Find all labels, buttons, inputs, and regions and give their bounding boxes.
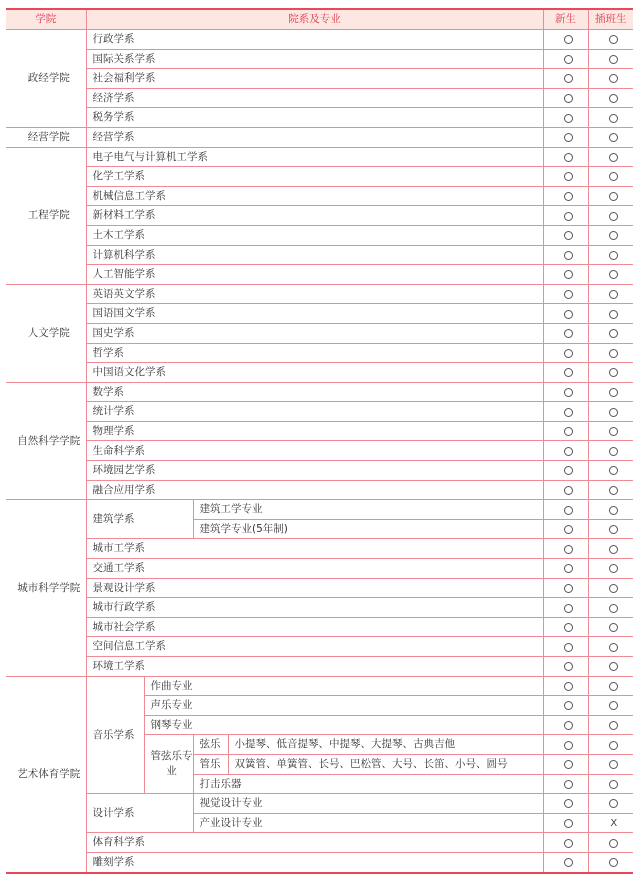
table-row	[6, 265, 633, 285]
college-arts: 艺术体育学院	[6, 676, 86, 872]
transfer-mark	[588, 30, 633, 50]
table-row	[6, 382, 633, 402]
dept-name: 城市行政学系	[86, 598, 543, 618]
college-engineering: 工程学院	[6, 147, 86, 284]
transfer-mark	[588, 382, 633, 402]
table-row	[6, 147, 633, 167]
transfer-mark	[588, 69, 633, 89]
table-row	[6, 402, 633, 422]
new-mark	[543, 363, 588, 383]
new-mark	[543, 519, 588, 539]
dept-name: 社会福利学系	[86, 69, 543, 89]
transfer-mark	[588, 441, 633, 461]
table-row	[6, 500, 633, 520]
new-mark	[543, 186, 588, 206]
table-row	[6, 49, 633, 69]
new-mark	[543, 108, 588, 128]
table-row	[6, 343, 633, 363]
not-available-mark: X	[610, 818, 618, 830]
transfer-mark	[588, 774, 633, 794]
new-mark	[543, 88, 588, 108]
transfer-mark	[588, 617, 633, 637]
new-mark	[543, 245, 588, 265]
dept-name: 城市工学系	[86, 539, 543, 559]
header-dept: 院系及专业	[86, 9, 543, 30]
college-humanities: 人文学院	[6, 284, 86, 382]
table-row	[6, 461, 633, 481]
transfer-mark	[588, 813, 633, 833]
new-mark	[543, 598, 588, 618]
college-business: 经营学院	[6, 127, 86, 147]
dept-name: 建筑学系	[86, 500, 193, 539]
dept-name: 经营学系	[86, 127, 543, 147]
new-mark	[543, 402, 588, 422]
new-mark	[543, 167, 588, 187]
dept-name: 景观设计学系	[86, 578, 543, 598]
header-college: 学院	[6, 9, 86, 30]
dept-name: 税务学系	[86, 108, 543, 128]
transfer-mark	[588, 421, 633, 441]
new-mark	[543, 480, 588, 500]
new-mark	[543, 774, 588, 794]
table-row	[6, 539, 633, 559]
transfer-mark	[588, 598, 633, 618]
table-row	[6, 676, 633, 696]
dept-name: 国史学系	[86, 323, 543, 343]
table-row	[6, 30, 633, 50]
dept-name: 土木工学系	[86, 225, 543, 245]
table-row	[6, 421, 633, 441]
dept-name: 物理学系	[86, 421, 543, 441]
transfer-mark	[588, 480, 633, 500]
transfer-mark	[588, 225, 633, 245]
transfer-mark	[588, 167, 633, 187]
table-row	[6, 69, 633, 89]
dept-name: 国际关系学系	[86, 49, 543, 69]
table-row	[6, 363, 633, 383]
table-row	[6, 167, 633, 187]
transfer-mark	[588, 696, 633, 716]
dept-name: 哲学系	[86, 343, 543, 363]
new-mark	[543, 637, 588, 657]
new-mark	[543, 715, 588, 735]
transfer-mark	[588, 833, 633, 853]
transfer-mark	[588, 852, 633, 872]
dept-name: 城市社会学系	[86, 617, 543, 637]
major-name: 钢琴专业	[144, 715, 543, 735]
new-mark	[543, 696, 588, 716]
transfer-mark	[588, 343, 633, 363]
table-row	[6, 206, 633, 226]
new-mark	[543, 49, 588, 69]
transfer-mark	[588, 794, 633, 814]
dept-name: 环境园艺学系	[86, 461, 543, 481]
new-mark	[543, 794, 588, 814]
dept-name: 行政学系	[86, 30, 543, 50]
new-mark	[543, 852, 588, 872]
dept-name: 环境工学系	[86, 657, 543, 677]
new-mark	[543, 304, 588, 324]
transfer-mark	[588, 559, 633, 579]
transfer-mark	[588, 265, 633, 285]
dept-name: 人工智能学系	[86, 265, 543, 285]
dept-name: 经济学系	[86, 88, 543, 108]
table-row	[6, 127, 633, 147]
table-row	[6, 323, 633, 343]
dept-name: 体育科学系	[86, 833, 543, 853]
new-mark	[543, 676, 588, 696]
new-mark	[543, 206, 588, 226]
major-name: 建筑工学专业	[193, 500, 543, 520]
table-row	[6, 245, 633, 265]
new-mark	[543, 323, 588, 343]
table-row	[6, 617, 633, 637]
dept-name: 雕刻学系	[86, 852, 543, 872]
transfer-mark	[588, 147, 633, 167]
new-mark	[543, 735, 588, 755]
dept-name: 空间信息工学系	[86, 637, 543, 657]
table-row	[6, 637, 633, 657]
transfer-mark	[588, 88, 633, 108]
transfer-mark	[588, 578, 633, 598]
new-mark	[543, 833, 588, 853]
table-row	[6, 578, 633, 598]
new-mark	[543, 284, 588, 304]
table-row	[6, 225, 633, 245]
table-row	[6, 559, 633, 579]
transfer-mark	[588, 402, 633, 422]
new-mark	[543, 147, 588, 167]
table-row	[6, 108, 633, 128]
transfer-mark	[588, 657, 633, 677]
transfer-mark	[588, 127, 633, 147]
new-mark	[543, 30, 588, 50]
sub-major-name: 打击乐器	[193, 774, 543, 794]
transfer-mark	[588, 186, 633, 206]
transfer-mark	[588, 461, 633, 481]
dept-name: 生命科学系	[86, 441, 543, 461]
transfer-mark	[588, 637, 633, 657]
major-name: 管弦乐专业	[144, 735, 193, 794]
transfer-mark	[588, 539, 633, 559]
table-row	[6, 794, 633, 814]
dept-name: 融合应用学系	[86, 480, 543, 500]
new-mark	[543, 813, 588, 833]
sub-major-name: 管乐	[193, 754, 228, 774]
dept-name: 数学系	[86, 382, 543, 402]
dept-name: 中国语文化学系	[86, 363, 543, 383]
table-row	[6, 657, 633, 677]
transfer-mark	[588, 245, 633, 265]
table-row	[6, 852, 633, 872]
transfer-mark	[588, 323, 633, 343]
new-mark	[543, 127, 588, 147]
instrument-list: 双簧管、单簧管、长号、巴松管、大号、长笛、小号、圆号	[228, 754, 543, 774]
dept-name: 统计学系	[86, 402, 543, 422]
instrument-list: 小提琴、低音提琴、中提琴、大提琴、古典吉他	[228, 735, 543, 755]
major-name: 产业设计专业	[193, 813, 543, 833]
table-row	[6, 186, 633, 206]
transfer-mark	[588, 500, 633, 520]
new-mark	[543, 441, 588, 461]
dept-name: 设计学系	[86, 794, 193, 833]
new-mark	[543, 421, 588, 441]
dept-name: 电子电气与计算机工学系	[86, 147, 543, 167]
dept-name: 英语英文学系	[86, 284, 543, 304]
new-mark	[543, 500, 588, 520]
college-urban: 城市科学学院	[6, 500, 86, 676]
new-mark	[543, 754, 588, 774]
transfer-mark	[588, 676, 633, 696]
new-mark	[543, 343, 588, 363]
transfer-mark	[588, 284, 633, 304]
table-row	[6, 284, 633, 304]
college-science: 自然科学学院	[6, 382, 86, 500]
table-row	[6, 480, 633, 500]
table-row	[6, 833, 633, 853]
dept-name: 音乐学系	[86, 676, 144, 794]
dept-name: 机械信息工学系	[86, 186, 543, 206]
header-row	[6, 9, 633, 30]
new-mark	[543, 382, 588, 402]
new-mark	[543, 539, 588, 559]
transfer-mark	[588, 754, 633, 774]
header-transfer: 插班生	[588, 9, 633, 30]
transfer-mark	[588, 49, 633, 69]
transfer-mark	[588, 304, 633, 324]
major-name: 视觉设计专业	[193, 794, 543, 814]
sub-major-name: 弦乐	[193, 735, 228, 755]
new-mark	[543, 578, 588, 598]
dept-name: 化学工学系	[86, 167, 543, 187]
new-mark	[543, 265, 588, 285]
new-mark	[543, 461, 588, 481]
major-name: 声乐专业	[144, 696, 543, 716]
new-mark	[543, 657, 588, 677]
dept-name: 新材料工学系	[86, 206, 543, 226]
transfer-mark	[588, 206, 633, 226]
transfer-mark	[588, 108, 633, 128]
header-new: 新生	[543, 9, 588, 30]
table-row	[6, 598, 633, 618]
table-row	[6, 88, 633, 108]
transfer-mark	[588, 715, 633, 735]
dept-name: 交通工学系	[86, 559, 543, 579]
dept-name: 国语国文学系	[86, 304, 543, 324]
transfer-mark	[588, 363, 633, 383]
transfer-mark	[588, 735, 633, 755]
transfer-mark	[588, 519, 633, 539]
major-name: 建筑学专业(5年制)	[193, 519, 543, 539]
major-name: 作曲专业	[144, 676, 543, 696]
new-mark	[543, 559, 588, 579]
college-politics: 政经学院	[6, 30, 86, 128]
admission-table	[6, 8, 633, 874]
new-mark	[543, 617, 588, 637]
new-mark	[543, 69, 588, 89]
new-mark	[543, 225, 588, 245]
table-row	[6, 441, 633, 461]
dept-name: 计算机科学系	[86, 245, 543, 265]
table-row	[6, 304, 633, 324]
